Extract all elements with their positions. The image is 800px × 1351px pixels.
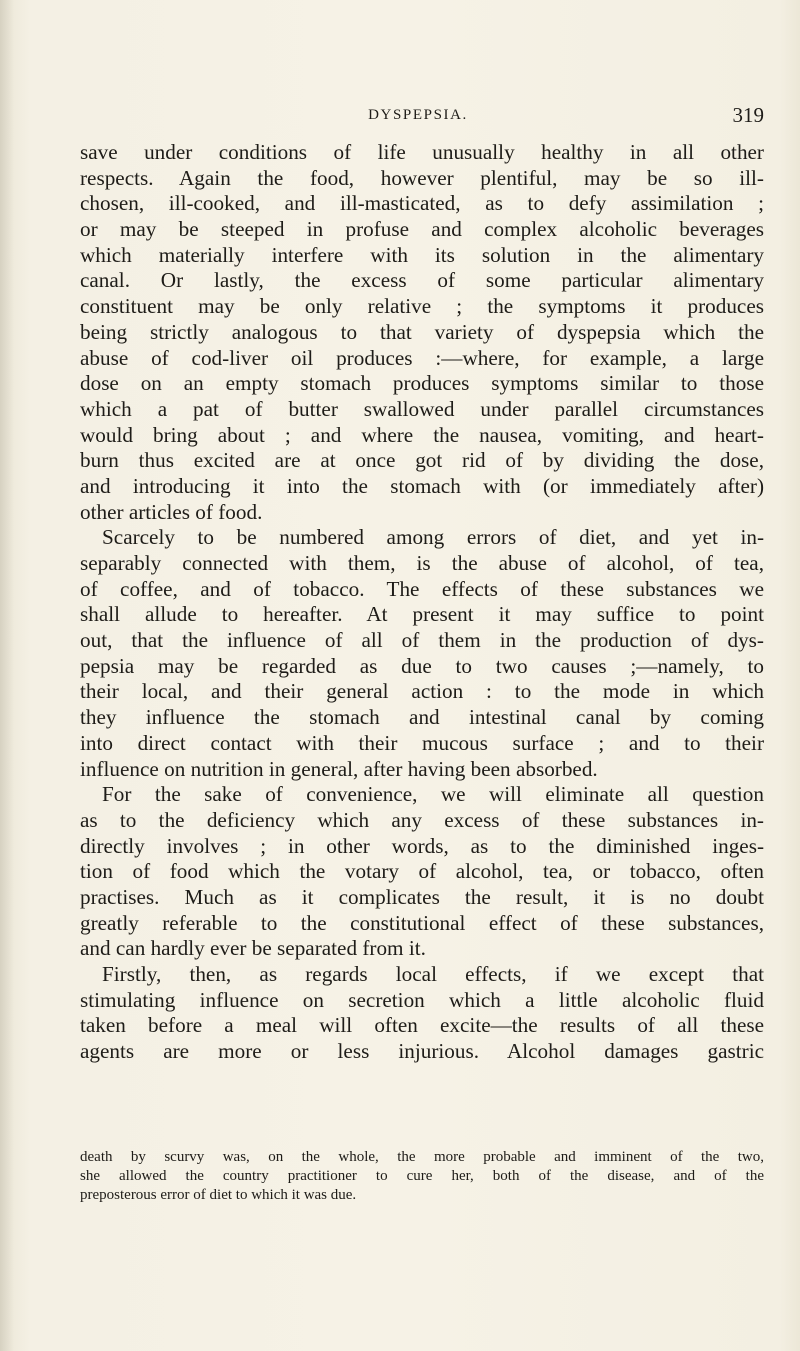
text-line: out, that the influence of all of them in the production of dys- (80, 628, 764, 653)
text-line: stimulating influence on secretion which a little alcoholic fluid (80, 987, 764, 1012)
text-line: save under conditions of life unusually healthy in all other (80, 140, 764, 164)
text-line: their local, and their general action : to the mode in which (80, 679, 764, 704)
text-line: constituent may be only relative ; the symptoms it produces (80, 294, 764, 319)
footnote-line: preposterous error of diet to which it was due. (80, 1187, 357, 1203)
running-head: DYSPEPSIA. (368, 107, 468, 123)
text-line: practises. Much as it complicates the result, it is no doubt (80, 884, 764, 909)
text-line: dose on an empty stomach produces symptoms similar to those (80, 371, 764, 396)
text-line: other articles of food. (80, 499, 263, 524)
text-line: burn thus excited are at once got rid of by dividing the dose, (80, 448, 764, 473)
text-line: into direct contact with their mucous surface ; and to their (80, 730, 764, 755)
page-number: 319 (732, 103, 764, 127)
text-line: respects. Again the food, however plentiful, may be so ill- (80, 165, 764, 190)
page-header (72, 103, 764, 133)
text-line: abuse of cod-liver oil produces :—where, for example, a large (80, 345, 764, 370)
text-line: and can hardly ever be separated from it. (80, 936, 426, 961)
footnote (80, 1148, 764, 1205)
binding-shadow (0, 0, 14, 1351)
text-line: Firstly, then, as regards local effects, if we except that (102, 962, 764, 986)
text-line: directly involves ; in other words, as to the diminished inges- (80, 833, 764, 858)
text-line: shall allude to hereafter. At present it may suffice to point (80, 602, 764, 627)
text-line: and introducing it into the stomach with (or immediately after) (80, 473, 764, 498)
body-text (80, 140, 764, 1065)
text-line: separably connected with them, is the abuse of alcohol, of tea, (80, 551, 764, 575)
text-line: canal. Or lastly, the excess of some particular alimentary (80, 268, 764, 293)
text-line: influence on nutrition in general, after having been absorbed. (80, 756, 598, 781)
text-line: of coffee, and of tobacco. The effects of these substances we (80, 576, 764, 601)
text-line: would bring about ; and where the nausea, vomiting, and heart- (80, 422, 764, 447)
text-line: being strictly analogous to that variety of dyspepsia which the (80, 319, 764, 344)
text-line: which materially interfere with its solution in the alimentary (80, 242, 764, 267)
text-line: For the sake of convenience, we will eliminate all question (102, 782, 764, 807)
text-line: chosen, ill-cooked, and ill-masticated, as to defy assimilation ; (80, 191, 764, 216)
text-line: they influence the stomach and intestinal canal by coming (80, 705, 764, 730)
text-line: tion of food which the votary of alcohol, tea, or tobacco, often (80, 859, 764, 884)
text-line: Scarcely to be numbered among errors of diet, and yet in- (102, 525, 764, 550)
text-line: as to the deficiency which any excess of these substances in- (80, 807, 764, 832)
footnote-line: death by scurvy was, on the whole, the more probable and imminent of the two, (80, 1149, 764, 1165)
text-line: taken before a meal will often excite—the results of all these (80, 1013, 764, 1038)
text-line: which a pat of butter swallowed under parallel circumstances (80, 396, 764, 421)
text-line: agents are more or less injurious. Alcohol damages gastric (80, 1039, 764, 1064)
text-line: or may be steeped in profuse and complex alcoholic beverages (80, 217, 764, 242)
text-line: greatly referable to the constitutional effect of these substances, (80, 910, 764, 935)
footnote-line: she allowed the country practitioner to cure her, both of the disease, and of the (80, 1168, 764, 1184)
text-line: pepsia may be regarded as due to two causes ;—namely, to (80, 653, 764, 678)
